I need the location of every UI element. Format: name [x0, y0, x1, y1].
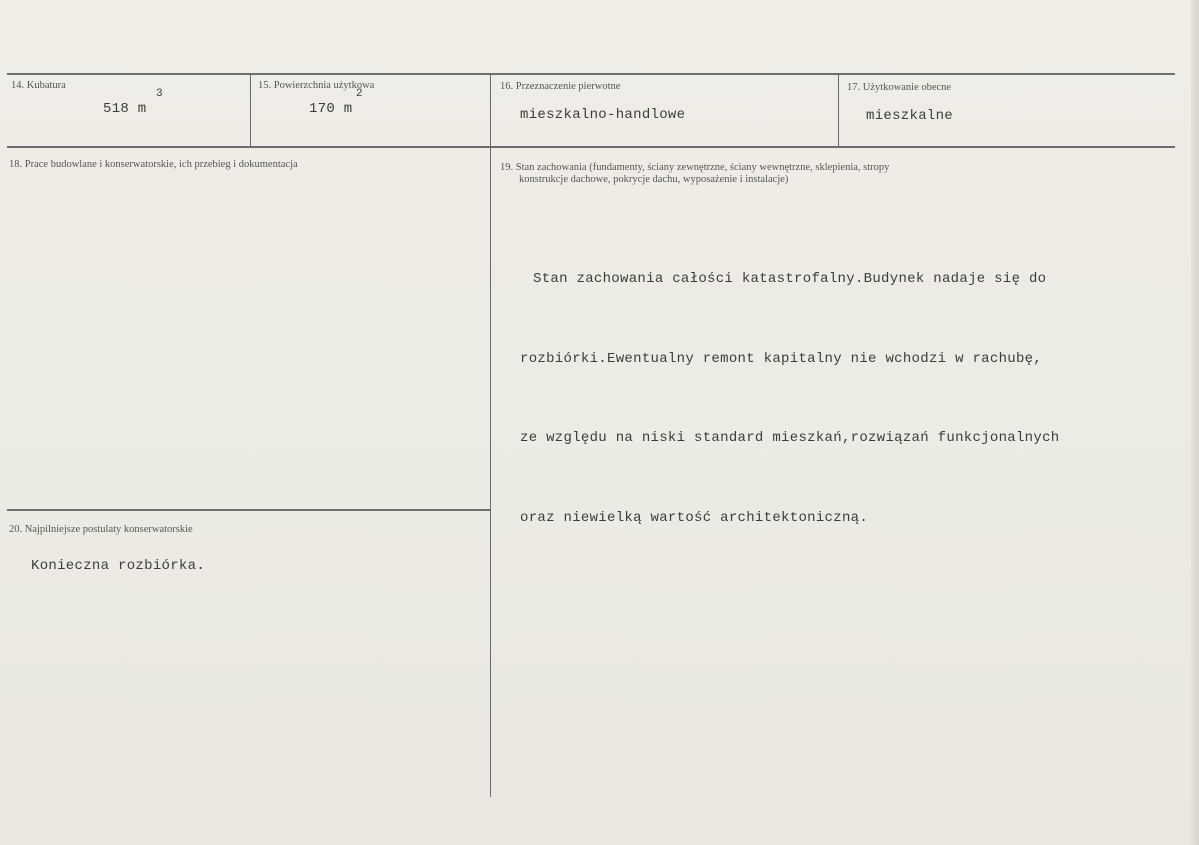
field-14-label: 14. Kubatura	[11, 80, 66, 91]
field-17-value: mieszkalne	[866, 108, 954, 124]
col-divider-main	[490, 73, 491, 797]
field-19-line-1: Stan zachowania całości katastrofalny.Budynek nadaje się do	[533, 271, 1047, 287]
col-divider-16-17	[838, 73, 839, 148]
row-rule-1	[7, 146, 1175, 148]
field-19-line-2: rozbiórki.Ewentualny remont kapitalny nie wchodzi w rachubę,	[520, 350, 1043, 367]
field-19-text	[520, 213, 1059, 558]
top-rule	[7, 73, 1175, 75]
row-rule-2	[7, 509, 490, 511]
field-19-label-line2: konstrukcje dachowe, pokrycje dachu, wyposażenie i instalacje)	[519, 174, 789, 185]
field-19-line-3: ze względu na niski standard mieszkań,rozwiązań funkcjonalnych	[520, 430, 1060, 446]
field-16-label: 16. Przeznaczenie pierwotne	[500, 81, 621, 92]
field-17-label: 17. Użytkowanie obecne	[847, 82, 952, 93]
field-16-value: mieszkalno-handlowe	[520, 107, 686, 123]
field-20-label: 20. Najpilniejsze postulaty konserwatorskie	[9, 524, 193, 535]
field-15-unit-exponent: 2	[356, 88, 363, 100]
field-14-unit-exponent: 3	[156, 88, 163, 100]
field-20-value: Konieczna rozbiórka.	[31, 558, 206, 574]
field-18-label: 18. Prace budowlane i konserwatorskie, ich przebieg i dokumentacja	[9, 159, 298, 170]
card-edge	[1191, 0, 1199, 845]
field-15-label: 15. Powierzchnia użytkowa	[258, 80, 375, 91]
field-19-label-line1: 19. Stan zachowania (fundamenty, ściany zewnętrzne, ściany wewnętrzne, sklepienia, stropy	[500, 162, 890, 173]
field-15-value: 170 m	[309, 101, 353, 117]
field-14-value: 518 m	[103, 101, 147, 117]
field-19-line-4: oraz niewielką wartość architektoniczną.	[520, 509, 869, 526]
col-divider-14-15	[250, 73, 251, 148]
